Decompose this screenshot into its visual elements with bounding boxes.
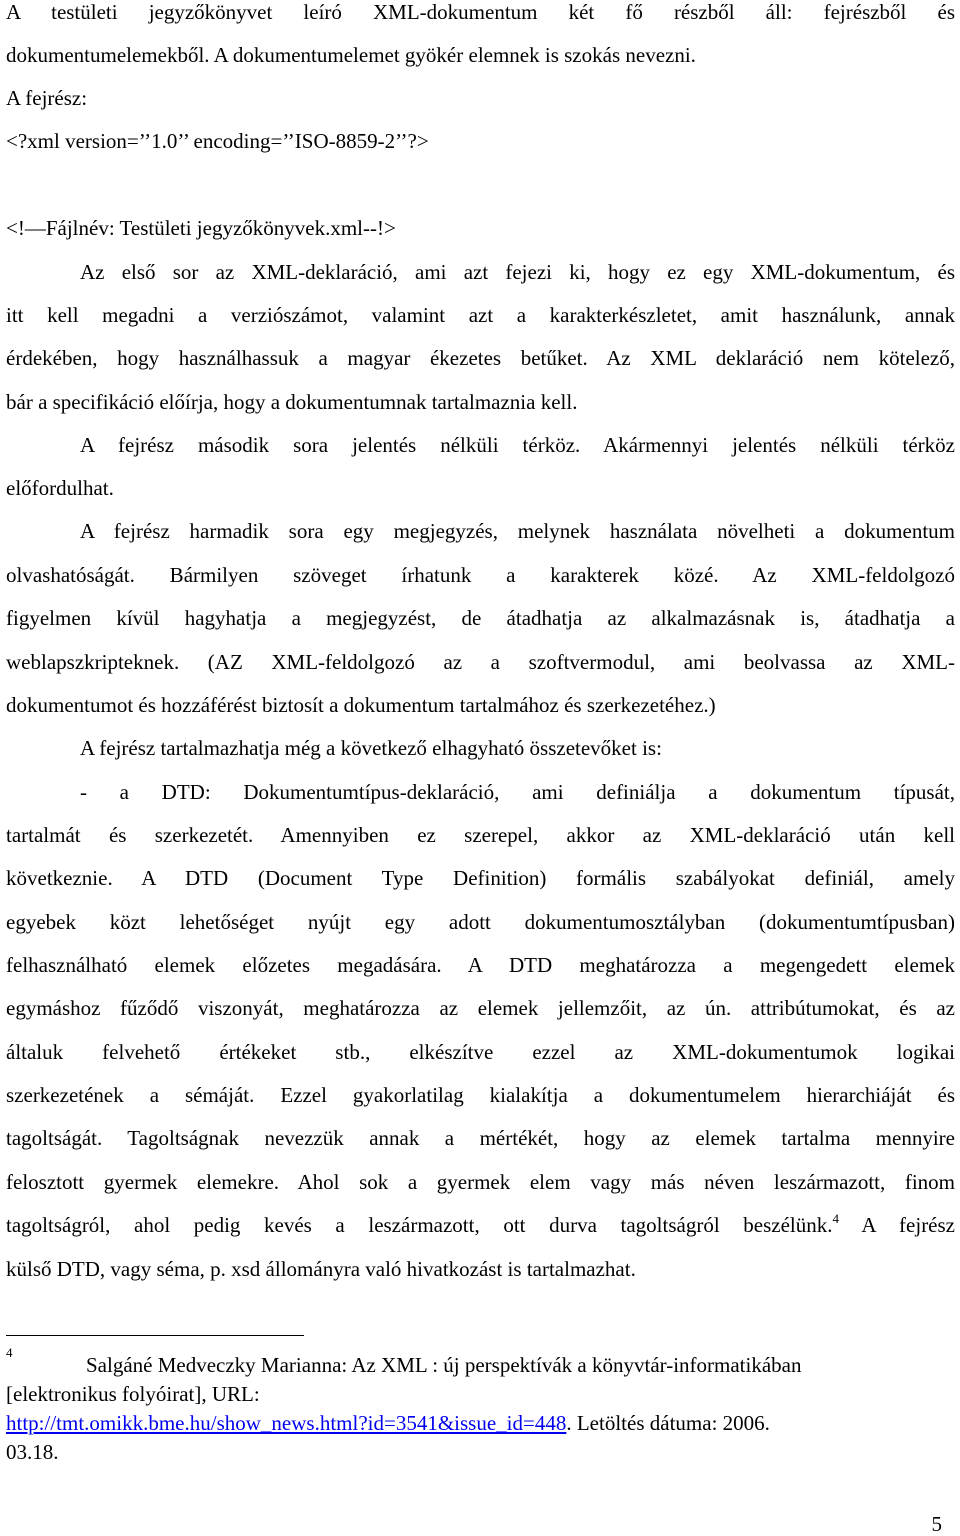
paragraph-line: olvashatóságát. Bármilyen szöveget írhatunk a karakterek közé. Az XML-feldolgozó [6,563,955,587]
paragraph-line: weblapszkripteknek. (AZ XML-feldolgozó az a szoftvermodul, ami beolvassa az XML- [6,650,955,674]
paragraph-line: egymáshoz fűződő viszonyát, meghatározza az elemek jellemzőit, az ún. attribútumokat, és az [6,996,955,1020]
paragraph-line: felosztott gyermek elemekre. Ahol sok a gyermek elem vagy más néven leszármazott, finom [6,1170,955,1194]
paragraph-line: külső DTD, vagy séma, p. xsd állományra való hivatkozást is tartalmazhat. [6,1257,636,1281]
paragraph-line: felhasználható elemek előzetes megadására. A DTD meghatározza a megengedett elemek [6,953,955,977]
section-heading: A fejrész: [6,86,88,110]
paragraph-line: Az első sor az XML-deklaráció, ami azt fejezi ki, hogy ez egy XML-dokumentum, és [80,260,955,284]
paragraph-text: A fejrész [838,1213,955,1237]
paragraph-line: dokumentumelemekből. A dokumentumelemet gyökér elemnek is szokás nevezni. [6,43,696,67]
paragraph-line: bár a specifikáció előírja, hogy a dokumentumnak tartalmaznia kell. [6,390,578,414]
footnote-url-link[interactable]: http://tmt.omikk.bme.hu/show_news.html?id=3541&issue_id=448 [6,1411,567,1435]
paragraph-line: tagoltságát. Tagoltságnak nevezzük annak a mértékét, hogy az elemek tartalma mennyire [6,1126,955,1150]
footnote-text: . Letöltés dátuma: 2006. [566,1411,770,1435]
code-line: <?xml version=’’1.0’’ encoding=’’ISO-8859-2’’?> [6,129,429,153]
paragraph-line: A fejrész harmadik sora egy megjegyzés, melynek használata növelheti a dokumentum [80,519,955,543]
paragraph-line [6,1211,955,1239]
paragraph-line: A fejrész tartalmazhatja még a következő elhagyható összetevőket is: [80,736,662,760]
footnote-line: [elektronikus folyóirat], URL: [6,1382,260,1406]
footnote-number: 4 [6,1345,13,1360]
paragraph-line: figyelmen kívül hagyhatja a megjegyzést, de átadhatja az alkalmazásnak is, átadhatja a [6,606,955,630]
paragraph-line: előfordulhat. [6,476,114,500]
paragraph-line: A testületi jegyzőkönyvet leíró XML-dokumentum két fő részből áll: fejrészből és [6,0,955,24]
footnote-line: Salgáné Medveczky Marianna: Az XML : új perspektívák a könyvtár-informatikában [86,1353,802,1377]
paragraph-line: érdekében, hogy használhassuk a magyar ékezetes betűket. Az XML deklaráció nem kötelező, [6,346,955,370]
paragraph-line: tartalmát és szerkezetét. Amennyiben ez szerepel, akkor az XML-deklaráció után kell [6,823,955,847]
footnote-separator [6,1335,304,1336]
paragraph-line: egyebek közt lehetőséget nyújt egy adott dokumentumosztályban (dokumentumtípusban) [6,910,955,934]
paragraph-line: dokumentumot és hozzáférést biztosít a dokumentum tartalmához és szerkezetéhez.) [6,693,716,717]
paragraph-line: A fejrész második sora jelentés nélküli térköz. Akármennyi jelentés nélküli térköz [80,433,955,457]
paragraph-line: általuk felvehető értékeket stb., elkészítve ezzel az XML-dokumentumok logikai [6,1040,955,1064]
paragraph-line: szerkezetének a sémáját. Ezzel gyakorlatilag kialakítja a dokumentumelem hierarchiáját és [6,1083,955,1107]
paragraph-line: itt kell megadni a verziószámot, valamint azt a karakterkészletet, amit használunk, annak [6,303,955,327]
footnote-line [6,1409,955,1437]
footnote-reference[interactable]: 4 [832,1211,839,1226]
paragraph-line: következnie. A DTD (Document Type Definition) formális szabályokat definiál, amely [6,866,955,890]
list-item-line: - a DTD: Dokumentumtípus-deklaráció, ami definiálja a dokumentum típusát, [80,780,955,804]
code-line: <!—Fájlnév: Testületi jegyzőkönyvek.xml--!> [6,216,396,240]
paragraph-text: tagoltságról, ahol pedig kevés a leszármazott, ott durva tagoltságról beszélünk. [6,1213,833,1237]
footnote-line: 03.18. [6,1440,59,1464]
page-number: 5 [931,1512,942,1536]
